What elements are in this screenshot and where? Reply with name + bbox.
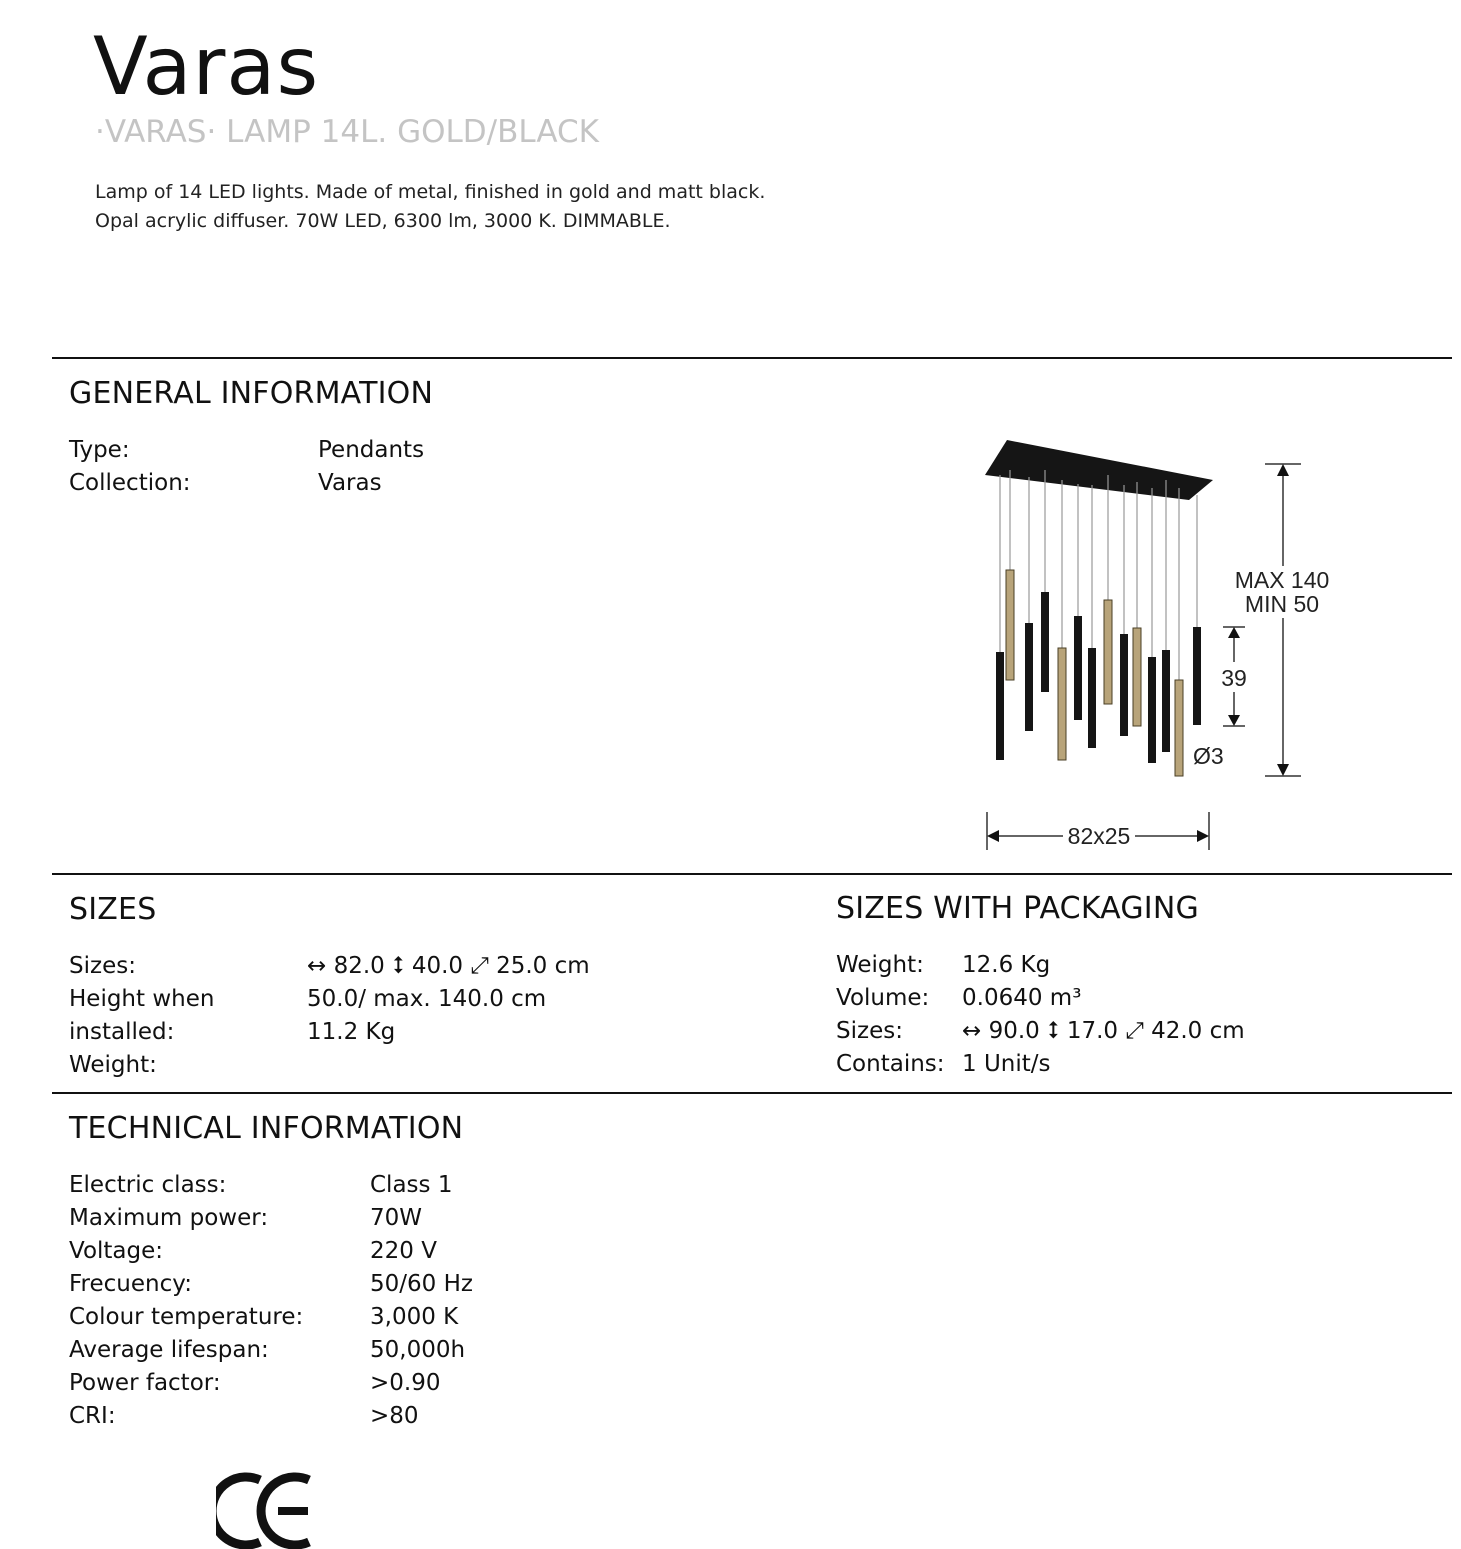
technical-value: 220 V	[370, 1238, 437, 1264]
info-value: Varas	[318, 470, 382, 496]
led-tubes	[996, 570, 1201, 776]
size-value: 11.2 Kg	[307, 1019, 396, 1045]
technical-row	[69, 1268, 473, 1301]
description-line: Opal acrylic diffuser. 70W LED, 6300 lm, 3000 K. DIMMABLE.	[95, 210, 671, 232]
size-label: installed:	[69, 1019, 175, 1045]
technical-row	[69, 1169, 473, 1202]
product-dimension-drawing	[975, 430, 1345, 860]
packaging-row	[836, 1015, 1245, 1048]
section-divider	[52, 873, 1452, 875]
section-divider	[52, 1092, 1452, 1094]
size-value: ↔ 82.0 ⭥ 40.0 ⤢ 25.0 cm	[307, 953, 590, 979]
packaging-label: Volume:	[836, 985, 930, 1011]
info-label: Collection:	[69, 470, 191, 496]
technical-row	[69, 1235, 473, 1268]
technical-label: Maximum power:	[69, 1205, 269, 1231]
packaging-list	[836, 949, 1245, 1081]
technical-row	[69, 1367, 473, 1400]
packaging-label: Contains:	[836, 1051, 945, 1077]
size-label: Weight:	[69, 1052, 157, 1078]
tube-length-label: 39	[1221, 665, 1247, 691]
technical-label: Power factor:	[69, 1370, 221, 1396]
info-value: Pendants	[318, 437, 425, 463]
technical-value: 50/60 Hz	[370, 1271, 473, 1297]
black-tube	[1025, 623, 1033, 731]
diameter-label: Ø3	[1193, 743, 1224, 769]
technical-info-title: TECHNICAL INFORMATION	[69, 1111, 464, 1146]
info-label: Type:	[69, 437, 130, 463]
packaging-value: ↔ 90.0 ⭥ 17.0 ⤢ 42.0 cm	[962, 1018, 1245, 1044]
general-info-row	[69, 434, 424, 467]
technical-label: CRI:	[69, 1403, 116, 1429]
sizes-values	[307, 950, 590, 1049]
height-dimension	[1265, 464, 1301, 776]
gold-tube	[1006, 570, 1014, 680]
gold-tube	[1104, 600, 1112, 704]
ce-mark-icon	[216, 1470, 316, 1549]
packaging-row	[836, 949, 1245, 982]
section-divider	[52, 357, 1452, 359]
black-tube	[1148, 657, 1156, 763]
packaging-label: Sizes:	[836, 1018, 903, 1044]
black-tube	[1074, 616, 1082, 720]
sizes-labels	[69, 950, 214, 1082]
size-value: 50.0/ max. 140.0 cm	[307, 986, 547, 1012]
technical-row	[69, 1202, 473, 1235]
technical-label: Voltage:	[69, 1238, 164, 1264]
black-tube	[1193, 627, 1201, 725]
height-min-label: MIN 50	[1244, 591, 1320, 617]
technical-label: Electric class:	[69, 1172, 227, 1198]
technical-value: 70W	[370, 1205, 423, 1231]
description-line: Lamp of 14 LED lights. Made of metal, finished in gold and matt black.	[95, 181, 766, 203]
technical-label: Frecuency:	[69, 1271, 192, 1297]
technical-label: Average lifespan:	[69, 1337, 269, 1363]
technical-row	[69, 1400, 473, 1433]
packaging-value: 0.0640 m³	[962, 985, 1082, 1011]
black-tube	[996, 652, 1004, 760]
product-title: Varas	[93, 20, 320, 113]
technical-value: 50,000h	[370, 1337, 466, 1363]
packaging-value: 1 Unit/s	[962, 1051, 1051, 1077]
technical-row	[69, 1301, 473, 1334]
technical-value: Class 1	[370, 1172, 453, 1198]
technical-value: 3,000 K	[370, 1304, 459, 1330]
packaging-row	[836, 982, 1245, 1015]
general-info-title: GENERAL INFORMATION	[69, 376, 434, 411]
gold-tube	[1133, 628, 1141, 726]
technical-value: >0.90	[370, 1370, 441, 1396]
sizes-title: SIZES	[69, 892, 157, 927]
product-subtitle: ·VARAS· LAMP 14L. GOLD/BLACK	[95, 114, 599, 150]
general-info-list	[69, 434, 424, 500]
height-max-label: MAX 140	[1234, 567, 1330, 593]
size-label: Sizes:	[69, 953, 136, 979]
packaging-label: Weight:	[836, 952, 924, 978]
base-size-label: 82x25	[1067, 823, 1131, 849]
packaging-row	[836, 1048, 1245, 1081]
black-tube	[1041, 592, 1049, 692]
black-tube	[1088, 648, 1096, 748]
black-tube	[1162, 650, 1170, 752]
gold-tube	[1175, 680, 1183, 776]
black-tube	[1120, 634, 1128, 736]
technical-row	[69, 1334, 473, 1367]
packaging-value: 12.6 Kg	[962, 952, 1051, 978]
gold-tube	[1058, 648, 1066, 760]
packaging-title: SIZES WITH PACKAGING	[836, 891, 1199, 926]
technical-label: Colour temperature:	[69, 1304, 304, 1330]
size-label: Height when	[69, 986, 215, 1012]
product-description	[95, 178, 765, 236]
general-info-row	[69, 467, 424, 500]
technical-value: >80	[370, 1403, 419, 1429]
technical-info-list	[69, 1169, 473, 1433]
